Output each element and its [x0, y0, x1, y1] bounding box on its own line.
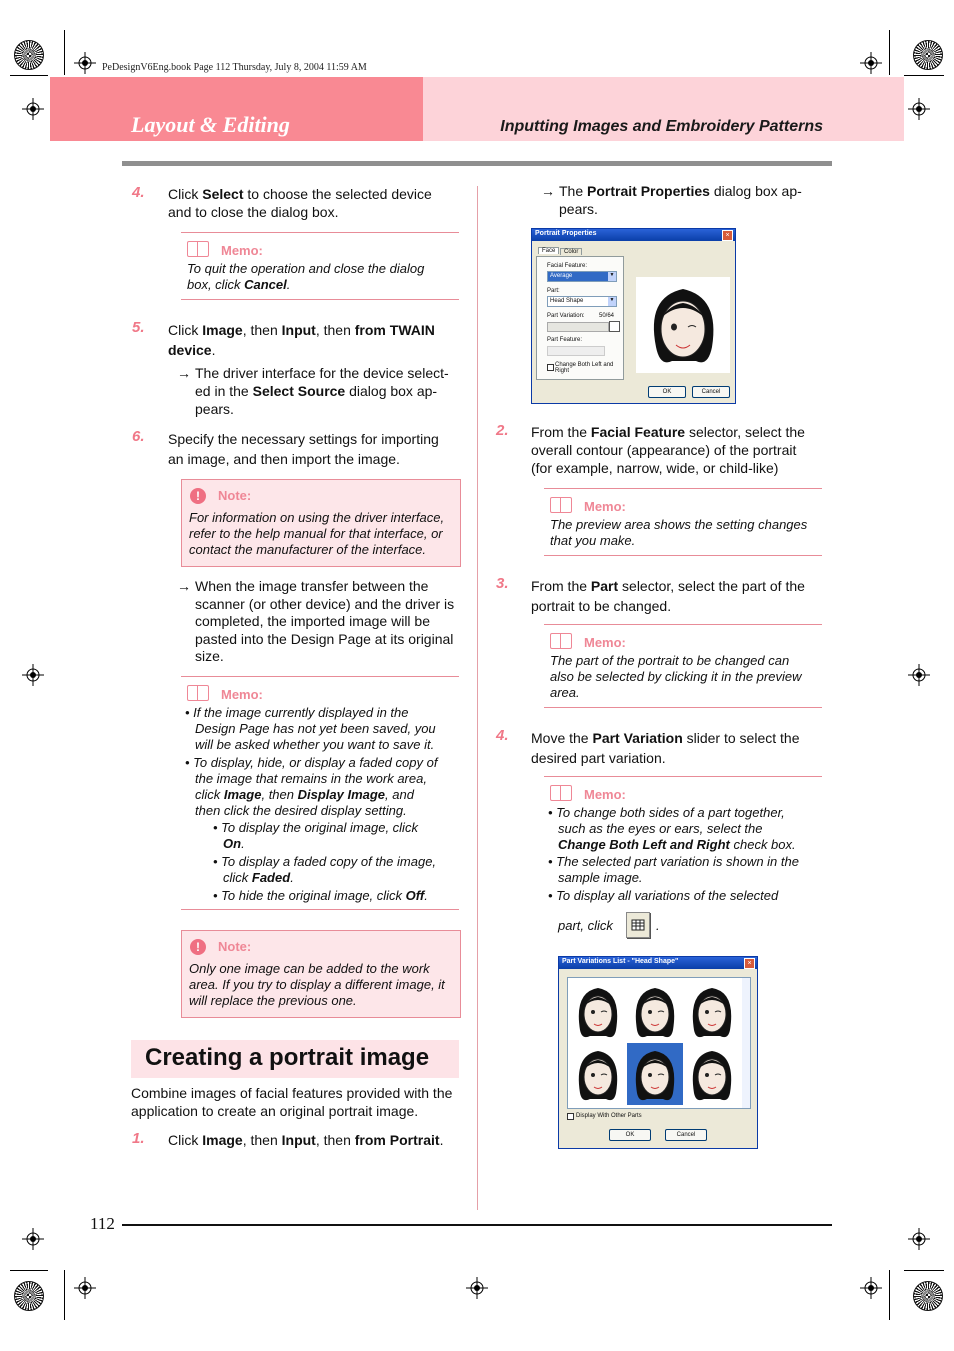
crosshair-icon — [74, 1277, 96, 1299]
step-text: From the Facial Feature selector, select the overall contour (appearance) of the portrait (for example, narrow, wide, or child-like) — [531, 424, 805, 476]
face-thumbnail[interactable] — [570, 1043, 626, 1105]
step-text: Click Select to choose the selected device and to close the dialog box. — [168, 186, 432, 220]
change-both-checkbox[interactable] — [547, 364, 554, 371]
crosshair-icon — [908, 1228, 930, 1250]
step-number: 3. — [496, 575, 509, 592]
memo-bullet-continuation: part, click — [558, 918, 613, 933]
close-icon[interactable]: × — [744, 958, 755, 969]
book-icon — [187, 241, 209, 257]
memo-sub-bullet: • To hide the original image, click Off. — [213, 888, 428, 903]
section-heading: Creating a portrait image — [131, 1040, 459, 1078]
grid-icon[interactable] — [609, 321, 620, 332]
result-text: → When the image transfer between the scanner (or other device) and the driver is completed, the imported image will be pasted into the Design Page at its original size. — [177, 578, 455, 664]
dialog-titlebar: Portrait Properties × — [532, 229, 735, 241]
part-variation-label: Part Variation: — [547, 313, 585, 319]
note-heading: ! Note: — [190, 939, 251, 955]
memo-heading: Memo: — [550, 785, 626, 802]
memo-bullet: • To display all variations of the selected — [548, 888, 779, 903]
memo-box — [181, 676, 459, 910]
note-body: For information on using the driver interface, refer to the help manual for that interface, or contact the manufacturer of the interface. — [189, 510, 445, 557]
display-with-other-parts-label: Display With Other Parts — [576, 1113, 642, 1119]
crosshair-icon — [22, 98, 44, 120]
exclamation-icon: ! — [190, 939, 206, 955]
face-thumbnail[interactable] — [627, 980, 683, 1042]
memo-heading: Memo: — [550, 497, 626, 514]
section-title: Layout & Editing — [131, 112, 290, 137]
crosshair-icon — [466, 1277, 488, 1299]
column-divider — [477, 186, 478, 1210]
face-tab-panel — [536, 256, 624, 380]
tab-face[interactable]: Face — [538, 247, 559, 254]
step-text: Click Image, then Input, then from Portrait. — [168, 1132, 444, 1148]
memo-heading: Memo: — [187, 241, 263, 258]
memo-heading: Memo: — [550, 633, 626, 650]
cancel-button[interactable]: Cancel — [665, 1129, 707, 1141]
step-number: 5. — [132, 319, 145, 336]
memo-sub-bullet: • To display the original image, click On. — [213, 820, 418, 851]
part-variations-dialog — [558, 956, 758, 1149]
step-text: Move the Part Variation slider to select the desired part variation. — [531, 730, 800, 766]
note-body: Only one image can be added to the work area. If you try to display a different image, it will replace the previous one. — [189, 961, 445, 1008]
variations-list-button[interactable] — [626, 912, 650, 938]
cancel-button[interactable]: Cancel — [692, 386, 730, 398]
exclamation-icon: ! — [190, 488, 206, 504]
book-icon — [550, 785, 572, 801]
file-header: PeDesignV6Eng.book Page 112 Thursday, July 8, 2004 11:59 AM — [102, 62, 367, 73]
crosshair-icon — [74, 52, 96, 74]
step-number: 1. — [132, 1130, 145, 1147]
variations-grid — [567, 977, 751, 1109]
memo-body: To quit the operation and close the dialog box, click Cancel. — [187, 261, 425, 292]
memo-box — [544, 776, 822, 947]
memo-bullet: • The selected part variation is shown in the sample image. — [548, 854, 799, 885]
crosshair-icon — [908, 664, 930, 686]
close-icon[interactable]: × — [722, 230, 733, 241]
memo-box — [544, 488, 822, 556]
memo-box — [544, 624, 822, 708]
registration-rosette-icon — [913, 40, 943, 70]
step-number: 2. — [496, 422, 509, 439]
step-text: Click Image, then Input, then from TWAIN device. — [168, 322, 435, 358]
memo-bullet: • If the image currently displayed in the Design Page has not yet been saved, you will be asked whether you want to save it. — [185, 705, 436, 752]
part-label: Part: — [547, 288, 560, 294]
display-with-other-parts-checkbox[interactable] — [567, 1113, 574, 1120]
part-feature-slider[interactable] — [547, 346, 605, 356]
list-grid-icon — [627, 913, 649, 937]
part-variation-value: 50/64 — [599, 313, 615, 319]
note-box — [181, 479, 461, 567]
part-variation-slider[interactable] — [547, 322, 609, 332]
face-thumbnail[interactable] — [570, 980, 626, 1042]
intro-text: Combine images of facial features provided with the application to create an original portrait image. — [131, 1085, 453, 1119]
scrollbar[interactable] — [742, 978, 750, 1108]
crosshair-icon — [908, 98, 930, 120]
step-number: 4. — [132, 184, 145, 201]
tab-color[interactable]: Color — [560, 248, 582, 255]
step-number: 6. — [132, 428, 145, 445]
portrait-properties-dialog — [531, 228, 736, 404]
memo-bullet: • To display, hide, or display a faded copy of the image that remains in the work area, click Image, then Display Image, and then click the desired display setting. — [185, 755, 438, 818]
result-text: → The driver interface for the device select- ed in the Select Source dialog box ap- pears. — [177, 365, 449, 417]
facial-feature-label: Facial Feature: — [547, 263, 588, 269]
note-heading: ! Note: — [190, 488, 251, 504]
header-rule — [122, 161, 832, 166]
note-box — [181, 930, 461, 1018]
step-text: Specify the necessary settings for importing an image, and then import the image. — [168, 431, 439, 467]
chevron-down-icon: ▼ — [608, 297, 616, 306]
face-thumbnail[interactable] — [684, 1043, 740, 1105]
memo-body: The preview area shows the setting changes that you make. — [550, 517, 808, 548]
facial-feature-select[interactable]: Average ▼ — [547, 271, 617, 282]
registration-rosette-icon — [14, 40, 44, 70]
portrait-face-icon — [636, 277, 730, 373]
page-number: 112 — [90, 1214, 115, 1233]
dialog-titlebar: Part Variations List - "Head Shape" × — [559, 957, 757, 969]
ok-button[interactable]: OK — [609, 1129, 651, 1141]
crosshair-icon — [22, 1228, 44, 1250]
chapter-title: Inputting Images and Embroidery Patterns — [500, 118, 823, 135]
footer-rule — [122, 1224, 832, 1226]
ok-button[interactable]: OK — [648, 386, 686, 398]
result-text: → The Portrait Properties dialog box ap- pears. — [541, 183, 802, 217]
registration-rosette-icon — [913, 1281, 943, 1311]
step-number: 4. — [496, 727, 509, 744]
book-icon — [550, 633, 572, 649]
change-both-label: Change Both Left and Right — [555, 362, 614, 374]
portrait-preview[interactable] — [636, 277, 730, 373]
book-icon — [187, 685, 209, 701]
crosshair-icon — [860, 52, 882, 74]
memo-sub-bullet: • To display a faded copy of the image, click Faded. — [213, 854, 437, 885]
face-thumbnail[interactable] — [627, 1043, 683, 1105]
crosshair-icon — [860, 1277, 882, 1299]
registration-rosette-icon — [14, 1281, 44, 1311]
memo-body: The part of the portrait to be changed can also be selected by clicking it in the preview area. — [550, 653, 802, 700]
memo-box — [181, 232, 459, 300]
memo-heading: Memo: — [187, 685, 263, 702]
part-feature-label: Part Feature: — [547, 337, 583, 343]
book-icon — [550, 497, 572, 513]
crosshair-icon — [22, 664, 44, 686]
step-text: From the Part selector, select the part of the portrait to be changed. — [531, 578, 805, 614]
memo-bullet: • To change both sides of a part together, such as the eyes or ears, select the Change Both Left and Right check box. — [548, 805, 796, 852]
memo-end-punct: . — [656, 918, 660, 933]
chevron-down-icon: ▼ — [608, 272, 616, 281]
part-select[interactable]: Head Shape ▼ — [547, 296, 617, 307]
face-thumbnail[interactable] — [684, 980, 740, 1042]
